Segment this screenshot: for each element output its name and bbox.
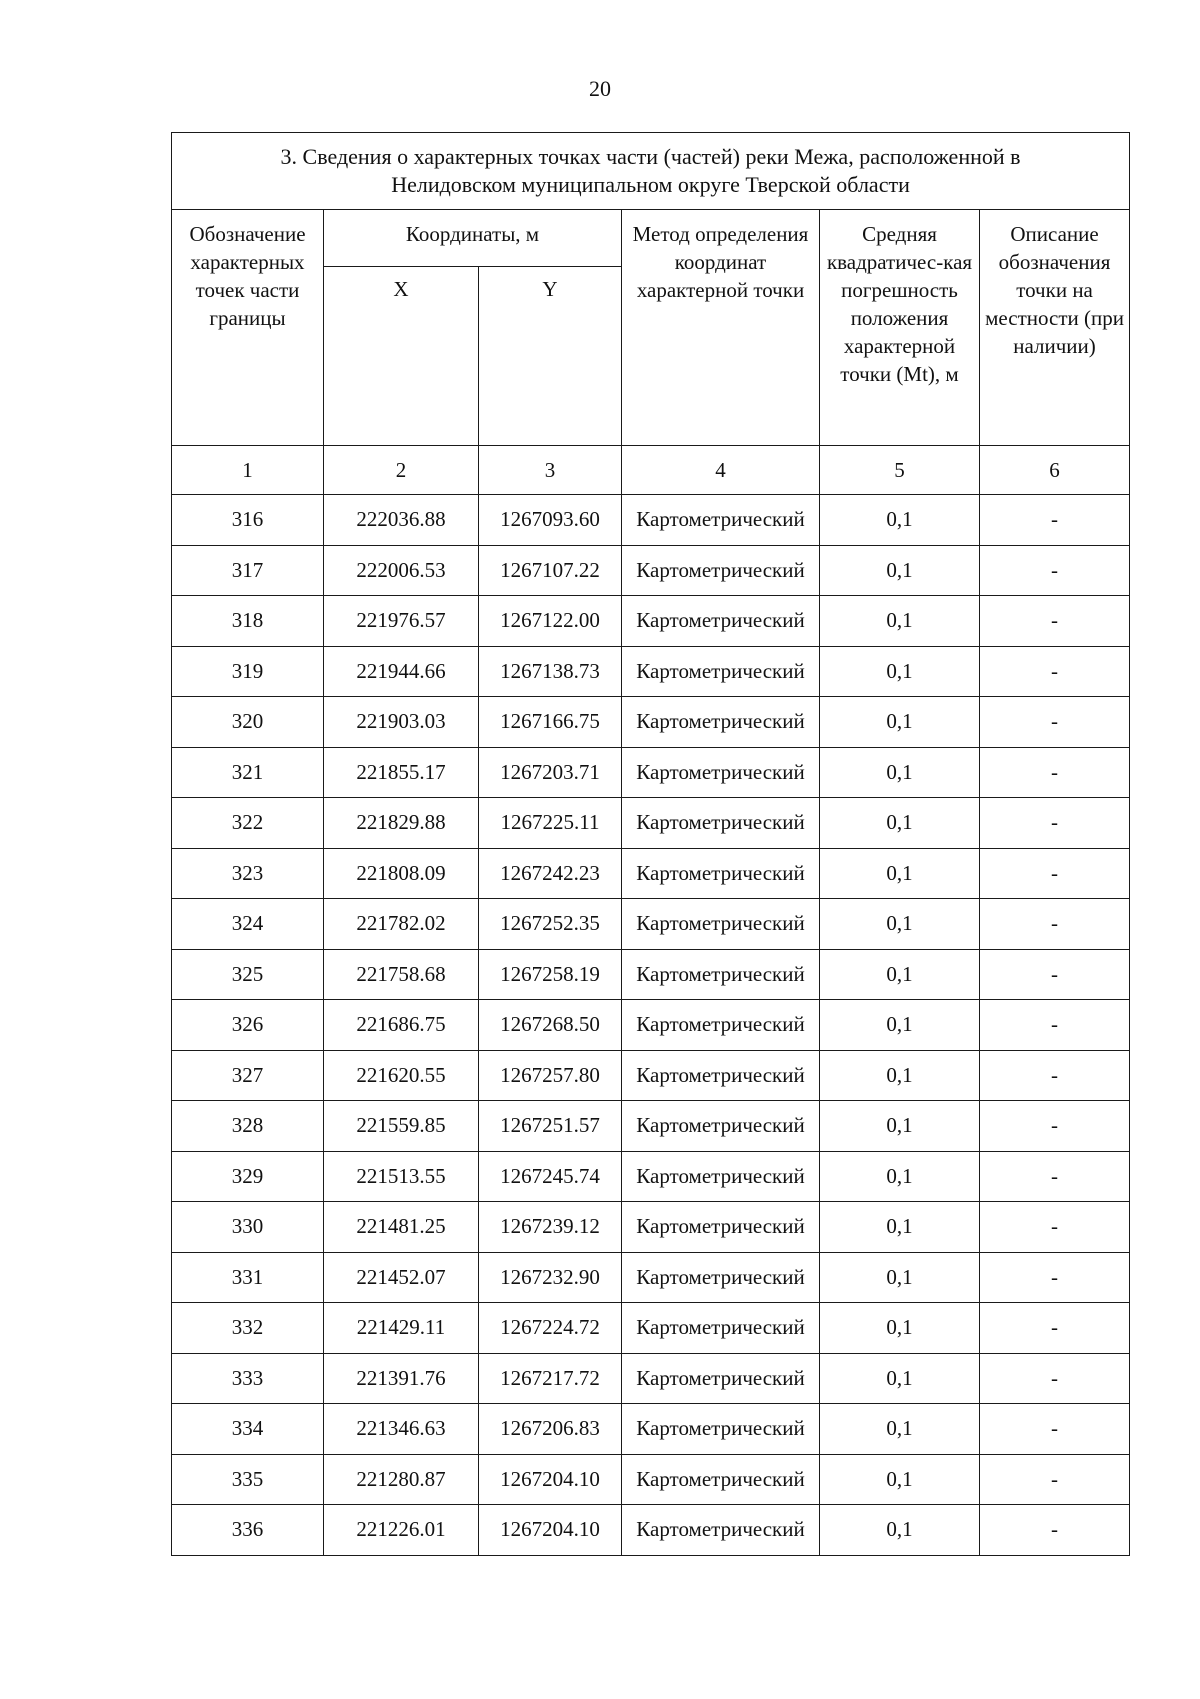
method-cell: Картометрический <box>622 1454 820 1505</box>
x-coordinate-cell: 221686.75 <box>324 1000 479 1051</box>
table-row <box>172 1505 1130 1556</box>
y-coordinate-cell: 1267258.19 <box>479 949 622 1000</box>
x-coordinate-cell: 222036.88 <box>324 495 479 546</box>
method-cell: Картометрический <box>622 545 820 596</box>
accuracy-cell: 0,1 <box>820 1303 980 1354</box>
accuracy-cell: 0,1 <box>820 646 980 697</box>
accuracy-cell: 0,1 <box>820 596 980 647</box>
description-cell: - <box>980 1303 1130 1354</box>
accuracy-cell: 0,1 <box>820 949 980 1000</box>
point-cell: 336 <box>172 1505 324 1556</box>
method-cell: Картометрический <box>622 1000 820 1051</box>
table-body <box>172 495 1130 1556</box>
accuracy-cell: 0,1 <box>820 1101 980 1152</box>
method-cell: Картометрический <box>622 1353 820 1404</box>
method-cell: Картометрический <box>622 1202 820 1253</box>
description-cell: - <box>980 1454 1130 1505</box>
method-cell: Картометрический <box>622 1050 820 1101</box>
header-method: Метод определения координат характерной точки <box>622 210 820 446</box>
y-coordinate-cell: 1267203.71 <box>479 747 622 798</box>
y-coordinate-cell: 1267251.57 <box>479 1101 622 1152</box>
accuracy-cell: 0,1 <box>820 1202 980 1253</box>
column-number: 2 <box>324 446 479 495</box>
description-cell: - <box>980 848 1130 899</box>
method-cell: Картометрический <box>622 596 820 647</box>
accuracy-cell: 0,1 <box>820 545 980 596</box>
description-cell: - <box>980 1151 1130 1202</box>
header-accuracy: Средняя квадратичес-кая погрешность положения характерной точки (Mt), м <box>820 210 980 446</box>
accuracy-cell: 0,1 <box>820 1050 980 1101</box>
table-row <box>172 747 1130 798</box>
point-cell: 335 <box>172 1454 324 1505</box>
column-numbers-row <box>172 446 1130 495</box>
table-caption-line-2: Нелидовском муниципальном округе Тверской области <box>391 172 910 197</box>
y-coordinate-cell: 1267242.23 <box>479 848 622 899</box>
header-coordinates: Координаты, м <box>324 210 622 267</box>
point-cell: 320 <box>172 697 324 748</box>
y-coordinate-cell: 1267224.72 <box>479 1303 622 1354</box>
description-cell: - <box>980 1252 1130 1303</box>
point-cell: 327 <box>172 1050 324 1101</box>
x-coordinate-cell: 221903.03 <box>324 697 479 748</box>
point-cell: 317 <box>172 545 324 596</box>
method-cell: Картометрический <box>622 646 820 697</box>
x-coordinate-cell: 221391.76 <box>324 1353 479 1404</box>
x-coordinate-cell: 222006.53 <box>324 545 479 596</box>
accuracy-cell: 0,1 <box>820 899 980 950</box>
method-cell: Картометрический <box>622 798 820 849</box>
table-row <box>172 697 1130 748</box>
x-coordinate-cell: 221855.17 <box>324 747 479 798</box>
method-cell: Картометрический <box>622 1151 820 1202</box>
description-cell: - <box>980 596 1130 647</box>
method-cell: Картометрический <box>622 697 820 748</box>
table-row <box>172 646 1130 697</box>
point-cell: 328 <box>172 1101 324 1152</box>
method-cell: Картометрический <box>622 899 820 950</box>
y-coordinate-cell: 1267225.11 <box>479 798 622 849</box>
accuracy-cell: 0,1 <box>820 798 980 849</box>
header-description: Описание обозначения точки на местности (при наличии) <box>980 210 1130 446</box>
table-row <box>172 1050 1130 1101</box>
point-cell: 330 <box>172 1202 324 1253</box>
table-row <box>172 899 1130 950</box>
method-cell: Картометрический <box>622 848 820 899</box>
point-cell: 324 <box>172 899 324 950</box>
y-coordinate-cell: 1267093.60 <box>479 495 622 546</box>
y-coordinate-cell: 1267232.90 <box>479 1252 622 1303</box>
y-coordinate-cell: 1267217.72 <box>479 1353 622 1404</box>
method-cell: Картометрический <box>622 1101 820 1152</box>
table-caption <box>172 133 1130 210</box>
table-header-row <box>172 210 1130 267</box>
table-row <box>172 495 1130 546</box>
page-number: 20 <box>589 76 611 101</box>
point-cell: 318 <box>172 596 324 647</box>
accuracy-cell: 0,1 <box>820 1252 980 1303</box>
description-cell: - <box>980 1202 1130 1253</box>
description-cell: - <box>980 747 1130 798</box>
x-coordinate-cell: 221280.87 <box>324 1454 479 1505</box>
accuracy-cell: 0,1 <box>820 1353 980 1404</box>
accuracy-cell: 0,1 <box>820 1000 980 1051</box>
method-cell: Картометрический <box>622 495 820 546</box>
point-cell: 321 <box>172 747 324 798</box>
y-coordinate-cell: 1267239.12 <box>479 1202 622 1253</box>
table-row <box>172 545 1130 596</box>
x-coordinate-cell: 221481.25 <box>324 1202 479 1253</box>
method-cell: Картометрический <box>622 1252 820 1303</box>
accuracy-cell: 0,1 <box>820 1151 980 1202</box>
accuracy-cell: 0,1 <box>820 697 980 748</box>
header-point: Обозначение характерных точек части границы <box>172 210 324 446</box>
description-cell: - <box>980 899 1130 950</box>
y-coordinate-cell: 1267252.35 <box>479 899 622 950</box>
x-coordinate-cell: 221782.02 <box>324 899 479 950</box>
y-coordinate-cell: 1267268.50 <box>479 1000 622 1051</box>
characteristic-points-table <box>171 132 1130 1556</box>
table-row <box>172 1000 1130 1051</box>
x-coordinate-cell: 221346.63 <box>324 1404 479 1455</box>
description-cell: - <box>980 1050 1130 1101</box>
x-coordinate-cell: 221808.09 <box>324 848 479 899</box>
table-row <box>172 949 1130 1000</box>
x-coordinate-cell: 221559.85 <box>324 1101 479 1152</box>
description-cell: - <box>980 949 1130 1000</box>
column-number: 5 <box>820 446 980 495</box>
table-row <box>172 1101 1130 1152</box>
table-row <box>172 1202 1130 1253</box>
description-cell: - <box>980 545 1130 596</box>
description-cell: - <box>980 1404 1130 1455</box>
point-cell: 322 <box>172 798 324 849</box>
table-caption-line-1: 3. Сведения о характерных точках части (частей) реки Межа, расположенной в <box>280 144 1021 169</box>
x-coordinate-cell: 221452.07 <box>324 1252 479 1303</box>
point-cell: 319 <box>172 646 324 697</box>
point-cell: 334 <box>172 1404 324 1455</box>
method-cell: Картометрический <box>622 1505 820 1556</box>
column-number: 1 <box>172 446 324 495</box>
y-coordinate-cell: 1267204.10 <box>479 1505 622 1556</box>
description-cell: - <box>980 697 1130 748</box>
method-cell: Картометрический <box>622 747 820 798</box>
x-coordinate-cell: 221429.11 <box>324 1303 479 1354</box>
table-row <box>172 1454 1130 1505</box>
column-number: 4 <box>622 446 820 495</box>
method-cell: Картометрический <box>622 1404 820 1455</box>
table-row <box>172 596 1130 647</box>
description-cell: - <box>980 646 1130 697</box>
accuracy-cell: 0,1 <box>820 1404 980 1455</box>
point-cell: 326 <box>172 1000 324 1051</box>
accuracy-cell: 0,1 <box>820 495 980 546</box>
description-cell: - <box>980 1000 1130 1051</box>
table-row <box>172 1252 1130 1303</box>
accuracy-cell: 0,1 <box>820 848 980 899</box>
accuracy-cell: 0,1 <box>820 1505 980 1556</box>
y-coordinate-cell: 1267257.80 <box>479 1050 622 1101</box>
y-coordinate-cell: 1267107.22 <box>479 545 622 596</box>
x-coordinate-cell: 221758.68 <box>324 949 479 1000</box>
y-coordinate-cell: 1267204.10 <box>479 1454 622 1505</box>
point-cell: 316 <box>172 495 324 546</box>
x-coordinate-cell: 221829.88 <box>324 798 479 849</box>
y-coordinate-cell: 1267206.83 <box>479 1404 622 1455</box>
point-cell: 333 <box>172 1353 324 1404</box>
point-cell: 332 <box>172 1303 324 1354</box>
column-number: 6 <box>980 446 1130 495</box>
description-cell: - <box>980 1353 1130 1404</box>
header-y: Y <box>479 267 622 446</box>
description-cell: - <box>980 1101 1130 1152</box>
x-coordinate-cell: 221944.66 <box>324 646 479 697</box>
table-row <box>172 1353 1130 1404</box>
point-cell: 329 <box>172 1151 324 1202</box>
y-coordinate-cell: 1267122.00 <box>479 596 622 647</box>
x-coordinate-cell: 221620.55 <box>324 1050 479 1101</box>
accuracy-cell: 0,1 <box>820 747 980 798</box>
y-coordinate-cell: 1267245.74 <box>479 1151 622 1202</box>
point-cell: 325 <box>172 949 324 1000</box>
table-row <box>172 1404 1130 1455</box>
table-row <box>172 1151 1130 1202</box>
method-cell: Картометрический <box>622 949 820 1000</box>
table-row <box>172 848 1130 899</box>
accuracy-cell: 0,1 <box>820 1454 980 1505</box>
table-row <box>172 1303 1130 1354</box>
column-number: 3 <box>479 446 622 495</box>
y-coordinate-cell: 1267138.73 <box>479 646 622 697</box>
method-cell: Картометрический <box>622 1303 820 1354</box>
header-x: X <box>324 267 479 446</box>
table-row <box>172 798 1130 849</box>
description-cell: - <box>980 1505 1130 1556</box>
description-cell: - <box>980 495 1130 546</box>
table-caption-row <box>172 133 1130 210</box>
point-cell: 331 <box>172 1252 324 1303</box>
point-cell: 323 <box>172 848 324 899</box>
x-coordinate-cell: 221226.01 <box>324 1505 479 1556</box>
x-coordinate-cell: 221976.57 <box>324 596 479 647</box>
description-cell: - <box>980 798 1130 849</box>
y-coordinate-cell: 1267166.75 <box>479 697 622 748</box>
x-coordinate-cell: 221513.55 <box>324 1151 479 1202</box>
